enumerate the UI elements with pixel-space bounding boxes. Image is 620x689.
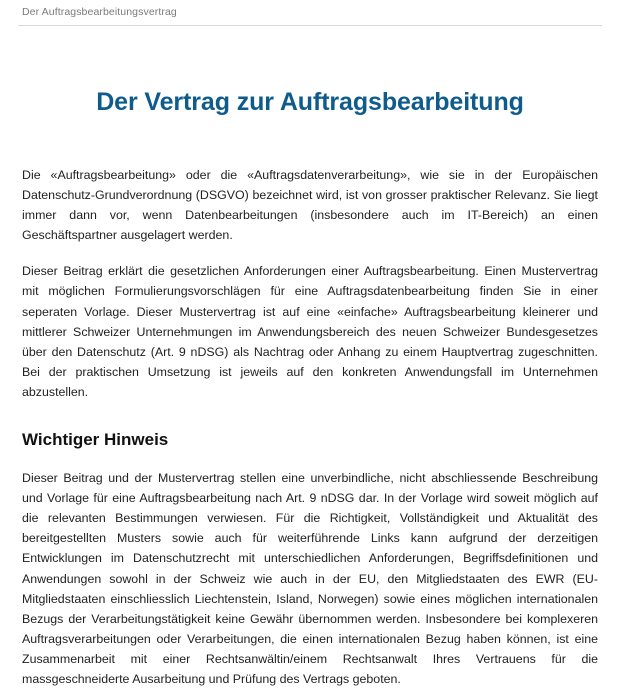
breadcrumb-label[interactable]: Der Auftragsbearbeitungsvertrag <box>22 6 177 18</box>
page-title: Der Vertrag zur Auftragsbearbeitung <box>96 88 524 116</box>
document-content <box>0 88 620 689</box>
intro-paragraph: Die «Auftragsbearbeitung» oder die «Auftragsdatenverarbeitung», wie sie in der Europäischen Datenschutz-Grundverordnung (DSGVO) bezeichnet wird, ist von grosser praktischer Relevanz. Sie liegt immer dann vor, wenn Datenbearbeitungen (insbesondere auch im IT-Bereich) an einen Geschäftspartner ausgelagert werden. <box>22 168 598 243</box>
disclaimer-paragraph: Dieser Beitrag und der Mustervertrag stellen eine unverbindliche, nicht abschliessende Beschreibung und Vorlage für eine Auftragsbearbeitung nach Art. 9 nDSG dar. In der Vorlage wird soweit möglich auf die relevanten Bestimmungen verwiesen. Für die Richtigkeit, Vollständigkeit und Aktualität des bereitgestellten Musters sowie auch für weiterführende Links kann aufgrund der derzeitigen Entwicklungen im Datenschutzrecht mit unterschiedlichen Anforderungen, Begriffsdefinitionen und Anwendungen sowohl in der Schweiz wie auch in der EU, den Mitgliedstaaten des EWR (EU-Mitgliedstaaten einschliesslich Liechtenstein, Island, Norwegen) sowie eines möglichen internationalen Bezugs der Verarbeitungstätigkeit keine Gewähr übernommen werden. Insbesondere bei komplexeren Auftragsverarbeitungen oder Verarbeitungen, die einen internationalen Bezug haben können, ist eine Zusammenarbeit mit einer Rechtsanwältin/einem Rechtsanwalt Ihres Vertrauens für die massgeschneiderte Ausarbeitung und Prüfung des Vertrags geboten. <box>22 471 598 686</box>
overview-paragraph: Dieser Beitrag erklärt die gesetzlichen Anforderungen einer Auftragsbearbeitung. Einen Mustervertrag mit möglichen Formulierungsvorschlägen für eine Auftragsdatenbearbeitung finden Sie in einer seperaten Vorlage. Dieser Mustervertrag ist auf eine «einfache» Auftragsbearbeitung kleinerer und mittlerer Schweizer Unternehmungen im Anwendungsbereich des neuen Schweizer Bundesgesetzes über den Datenschutz (Art. 9 nDSG) als Nachtrag oder Anhang zu einem Hauptvertrag zugeschnitten. Bei der praktischen Umsetzung ist jeweils auf den konkreten Anwendungsfall im Unternehmen abzustellen. <box>22 264 598 399</box>
breadcrumb-divider <box>18 25 602 26</box>
section-heading-wichtiger-hinweis: Wichtiger Hinweis <box>22 430 169 450</box>
breadcrumb <box>0 0 620 25</box>
